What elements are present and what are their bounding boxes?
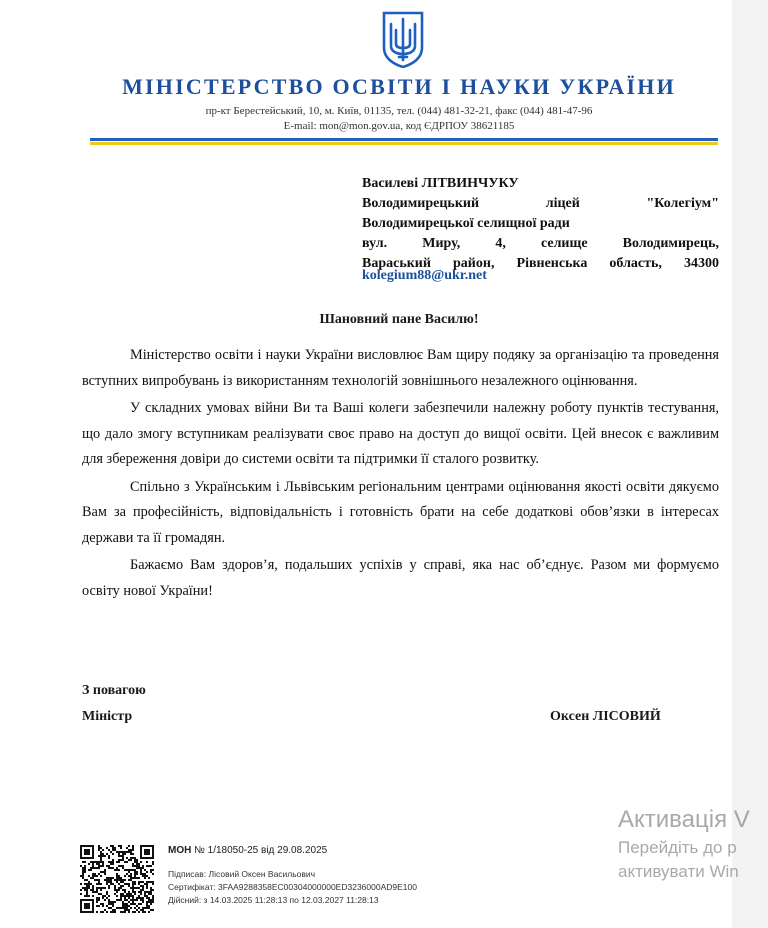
certificate-validity: Дійсний: з 14.03.2025 11:28:13 по 12.03.2027 11:28:13 (168, 895, 379, 905)
activation-watermark-line: активувати Win (618, 862, 739, 881)
header-stripe-yellow (90, 142, 718, 145)
coat-of-arms-icon (381, 10, 425, 68)
recipient-email-link[interactable]: kolegium88@ukr.net (362, 268, 487, 283)
header-stripe-blue (90, 138, 718, 141)
contact-line: E-mail: mon@mon.gov.ua, код ЄДРПОУ 38621185 (283, 120, 515, 132)
letter-body (82, 343, 719, 606)
paragraph: Міністерство освіти і науки України висловлює Вам щиру подяку за організацію та проведення вступних випробувань із використанням технологій зовнішнього незалежного оцінювання. (82, 347, 719, 389)
registration-text: № 1/18050-25 від 29.08.2025 (194, 845, 328, 856)
recipient-school: Володимирецький ліцей "Колегіум" (362, 196, 719, 211)
closing-phrase: З повагою (82, 683, 146, 698)
qr-code (80, 845, 154, 913)
paragraph: У складних умовах війни Ви та Ваші колеги забезпечили належну роботу пунктів тестування, що дало змогу вступникам реалізувати своє право на доступ до вищої освіти. Цей внесок є важливим для збереження довіри до системи освіти та підтримки її сталого розвитку. (82, 400, 719, 467)
registration-prefix: МОН (168, 845, 192, 856)
viewer-edge (732, 0, 768, 928)
recipient-council: Володимирецької селищної ради (362, 216, 570, 231)
salutation: Шановний пане Василю! (319, 312, 479, 327)
recipient-region: Вараський район, Рівненська область, 34300 (362, 256, 719, 271)
signer-name: Оксен ЛІСОВИЙ (550, 709, 661, 724)
paragraph: Бажаємо Вам здоров’я, подальших успіхів у справі, яка нас об’єднує. Разом ми формуємо освіту нової України! (82, 557, 719, 599)
recipient-name: Василеві ЛІТВИНЧУКУ (362, 176, 519, 191)
recipient-street: вул. Миру, 4, селище Володимирець, (362, 236, 719, 251)
activation-watermark-title: Активація V (618, 806, 750, 833)
ministry-title: МІНІСТЕРСТВО ОСВІТИ І НАУКИ УКРАЇНИ (122, 74, 676, 99)
certificate-id: Сертифікат: 3FAA9288358EC00304000000ED3236000AD9E100 (168, 882, 417, 892)
address-line: пр-кт Берестейський, 10, м. Київ, 01135, тел. (044) 481-32-21, факс (044) 481-47-96 (205, 105, 593, 117)
recipient-block (362, 174, 719, 274)
signed-by: Підписав: Лісовий Оксен Васильович (168, 869, 316, 879)
signer-position: Міністр (82, 709, 133, 724)
activation-watermark-line: Перейдіть до р (618, 838, 737, 857)
registration-number (168, 845, 327, 856)
paragraph: Спільно з Українським і Львівським регіональним центрами оцінювання якості освіти дякуємо Вам за професійність, відповідальність і готовність брати на себе додаткові обов’язки в інтересах держави та її громадян. (82, 478, 719, 546)
